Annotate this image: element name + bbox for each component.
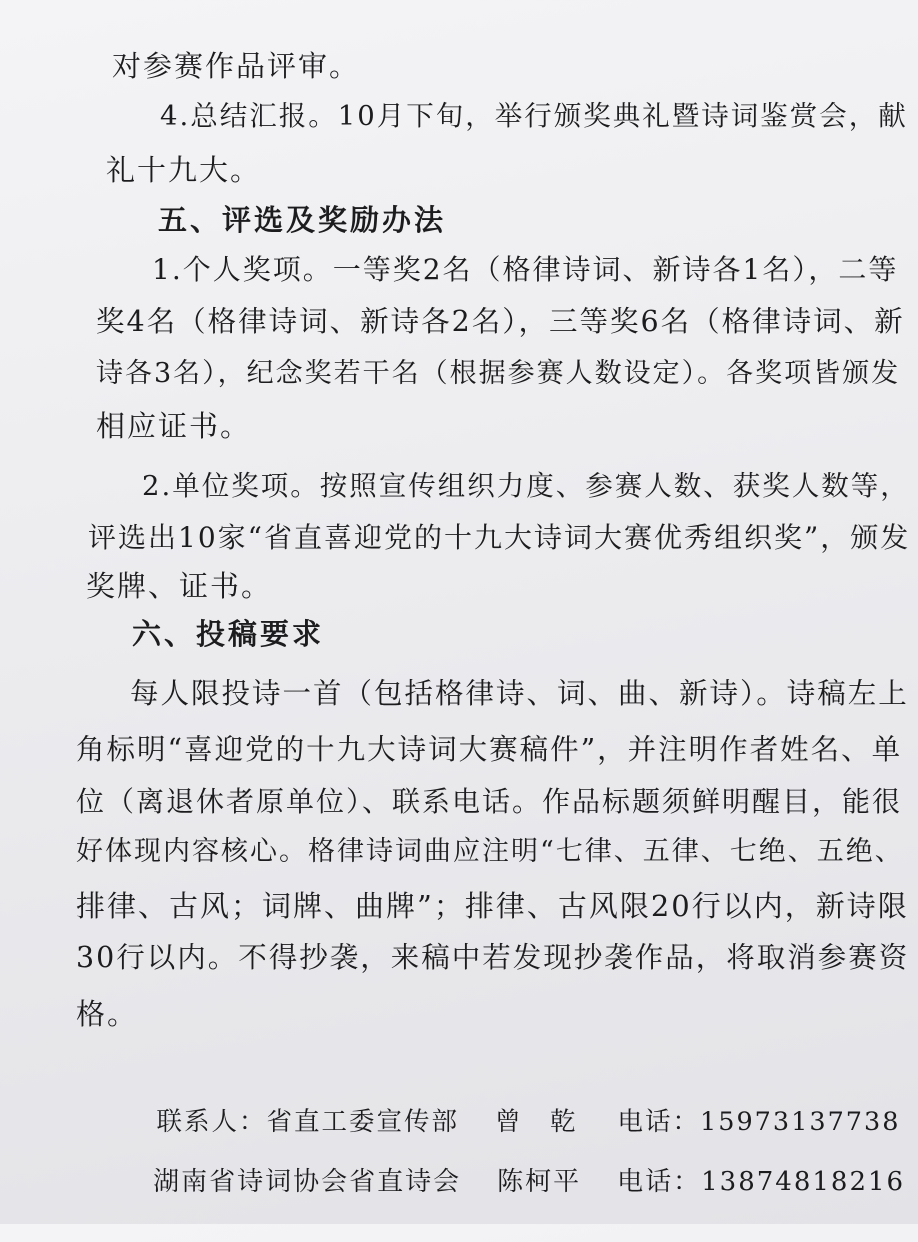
section-heading-five: 五、评选及奖励办法	[158, 203, 447, 237]
body-line: 格。	[76, 997, 139, 1031]
contact-name: 陈柯平	[497, 1167, 582, 1197]
contact-unit: 湖南省诗词协会省直诗会	[153, 1167, 462, 1197]
body-line: 礼十九大。	[106, 153, 262, 187]
body-line: 奖4名（格律诗词、新诗各2名），三等奖6名（格律诗词、新	[96, 305, 905, 338]
body-line: 评选出10家“省直喜迎党的十九大诗词大赛优秀组织奖”，颁发	[88, 521, 911, 554]
body-line: 30行以内。不得抄袭，来稿中若发现抄袭作品，将取消参赛资	[76, 941, 910, 974]
body-line: 奖牌、证书。	[86, 569, 273, 603]
contact-phone: 15973137738	[700, 1107, 901, 1137]
body-line: 诗各3名），纪念奖若干名（根据参赛人数设定）。各奖项皆颁发	[96, 358, 901, 389]
contact-phone: 13874818216	[701, 1167, 906, 1197]
body-line: 位（离退休者原单位）、联系电话。作品标题须鲜明醒目，能很	[76, 785, 903, 818]
body-line: 好体现内容核心。格律诗词曲应注明“七律、五律、七绝、五绝、	[76, 836, 904, 867]
contact-phone-label: 电话：	[617, 1107, 700, 1137]
body-line: 4.总结汇报。10月下旬，举行颁奖典礼暨诗词鉴赏会，献	[160, 100, 908, 132]
contact-row	[112, 1122, 905, 1242]
contact-unit: 省直工委宣传部	[266, 1107, 459, 1137]
body-line: 对参赛作品评审。	[112, 49, 361, 83]
contact-name: 曾 乾	[494, 1107, 578, 1137]
body-line: 2.单位奖项。按照宣传组织力度、参赛人数、获奖人数等，	[142, 470, 910, 502]
section-heading-six: 六、投稿要求	[132, 617, 325, 651]
contact-phone-label: 电话：	[617, 1167, 702, 1197]
body-line: 每人限投诗一首（包括格律诗、词、曲、新诗）。诗稿左上	[130, 677, 909, 710]
body-line: 1.个人奖项。一等奖2名（格律诗词、新诗各1名），二等	[152, 253, 899, 286]
contact-label: 联系人：	[156, 1107, 267, 1137]
body-line: 角标明“喜迎党的十九大诗词大赛稿件”，并注明作者姓名、单	[76, 733, 903, 766]
body-line: 排律、古风；词牌、曲牌”；排律、古风限20行以内，新诗限	[76, 889, 909, 923]
body-line: 相应证书。	[96, 409, 252, 443]
